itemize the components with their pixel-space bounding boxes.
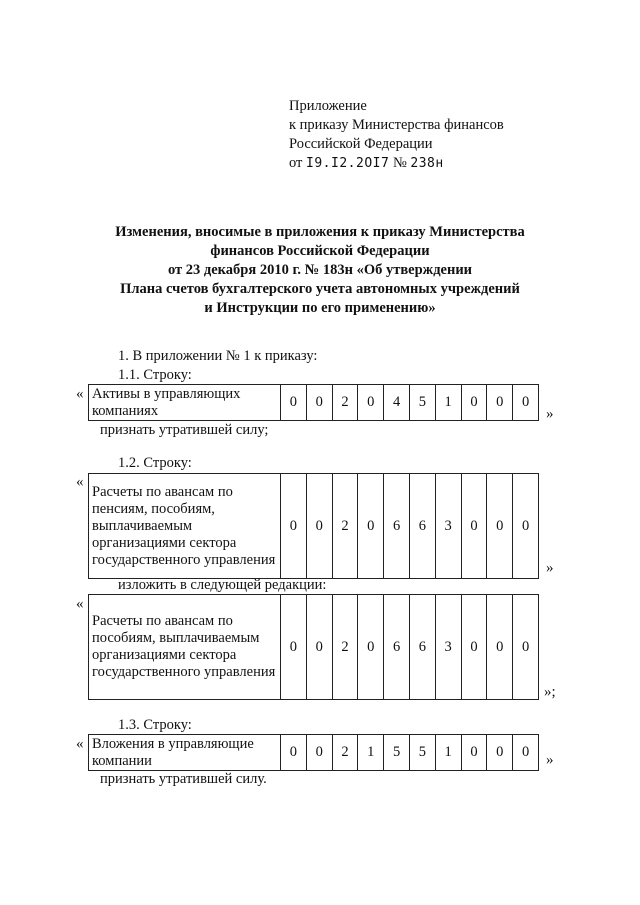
account-digit-cell: 6 [409, 595, 435, 700]
account-digit-cell: 6 [384, 595, 410, 700]
account-digit-cell: 1 [435, 385, 461, 421]
account-digit-cell: 2 [332, 474, 358, 579]
item1-heading: 1.1. Строку: [118, 367, 192, 383]
account-row-table [88, 473, 539, 579]
account-row [89, 595, 539, 700]
number-sign: № [392, 155, 407, 171]
item1-close-quote: » [546, 406, 554, 422]
title-line1: Изменения, вносимые в приложения к приказу Министерства [115, 224, 525, 240]
account-row [89, 474, 539, 579]
title-line3: от 23 декабря 2010 г. № 183н «Об утверждении [167, 262, 473, 278]
account-digit-cell: 0 [461, 735, 487, 771]
appendix-line3: Российской Федерации [289, 136, 433, 152]
item3-open-quote: « [76, 736, 84, 752]
account-digit-cell: 6 [384, 474, 410, 579]
account-digit-cell: 1 [358, 735, 384, 771]
account-digit-cell: 0 [487, 735, 513, 771]
account-digit-cell: 5 [384, 735, 410, 771]
account-digit-cell: 0 [306, 385, 332, 421]
account-digit-cell: 1 [435, 735, 461, 771]
item2new-close-quote: »; [544, 684, 556, 700]
account-digit-cell: 0 [281, 474, 307, 579]
account-digit-cell: 0 [306, 735, 332, 771]
account-row [89, 385, 539, 421]
account-digit-cell: 0 [513, 474, 539, 579]
account-digit-cell: 0 [487, 474, 513, 579]
account-digit-cell: 0 [513, 735, 539, 771]
document-title [60, 223, 580, 318]
item2-after-text: изложить в следующей редакции: [118, 577, 327, 593]
account-row-table [88, 734, 539, 771]
account-digit-cell: 0 [281, 595, 307, 700]
account-digit-cell: 0 [306, 595, 332, 700]
item2-open-quote: « [76, 474, 84, 490]
account-digit-cell: 6 [409, 474, 435, 579]
account-digit-cell: 0 [358, 474, 384, 579]
account-digit-cell: 0 [461, 595, 487, 700]
account-digit-cell: 2 [332, 595, 358, 700]
account-digit-cell: 0 [281, 385, 307, 421]
account-digit-cell: 0 [487, 385, 513, 421]
account-digit-cell: 0 [487, 595, 513, 700]
account-digit-cell: 0 [281, 735, 307, 771]
appendix-date-line [289, 154, 504, 173]
account-digit-cell: 0 [513, 595, 539, 700]
account-digit-cell: 3 [435, 474, 461, 579]
account-name-cell: Активы в управляющих компаниях [89, 385, 281, 421]
title-line4: Плана счетов бухгалтерского учета автономных учреждений [120, 281, 520, 297]
handwritten-date: I9.I2.2OI7 [306, 156, 390, 171]
account-name-cell: Расчеты по авансам по пособиям, выплачиваемым организациями сектора государственного управления [89, 595, 281, 700]
item1-open-quote: « [76, 386, 84, 402]
item2-close-quote: » [546, 560, 554, 576]
account-digit-cell: 3 [435, 595, 461, 700]
account-digit-cell: 0 [358, 385, 384, 421]
title-line2: финансов Российской Федерации [210, 243, 430, 259]
account-digit-cell: 0 [358, 595, 384, 700]
account-digit-cell: 5 [409, 385, 435, 421]
item3-heading: 1.3. Строку: [118, 717, 192, 733]
section1-heading: 1. В приложении № 1 к приказу: [118, 348, 318, 364]
account-digit-cell: 0 [513, 385, 539, 421]
account-digit-cell: 2 [332, 385, 358, 421]
item3-close-quote: » [546, 752, 554, 768]
account-digit-cell: 5 [409, 735, 435, 771]
account-digit-cell: 0 [306, 474, 332, 579]
appendix-block [289, 97, 504, 173]
item2-heading: 1.2. Строку: [118, 455, 192, 471]
account-digit-cell: 0 [461, 385, 487, 421]
item3-after-text: признать утратившей силу. [100, 771, 267, 787]
handwritten-number: 238н [410, 156, 444, 171]
appendix-line2: к приказу Министерства финансов [289, 117, 504, 133]
date-prefix: от [289, 155, 303, 171]
item1-after-text: признать утратившей силу; [100, 422, 269, 438]
title-line5: и Инструкции по его применению» [204, 300, 436, 316]
account-digit-cell: 2 [332, 735, 358, 771]
account-digit-cell: 4 [384, 385, 410, 421]
account-row-table [88, 384, 539, 421]
account-name-cell: Вложения в управляющие компании [89, 735, 281, 771]
account-name-cell: Расчеты по авансам по пенсиям, пособиям, выплачиваемым организациями сектора государственного управления [89, 474, 281, 579]
appendix-line1: Приложение [289, 98, 367, 114]
item2new-open-quote: « [76, 596, 84, 612]
account-row-table [88, 594, 539, 700]
account-digit-cell: 0 [461, 474, 487, 579]
account-row [89, 735, 539, 771]
